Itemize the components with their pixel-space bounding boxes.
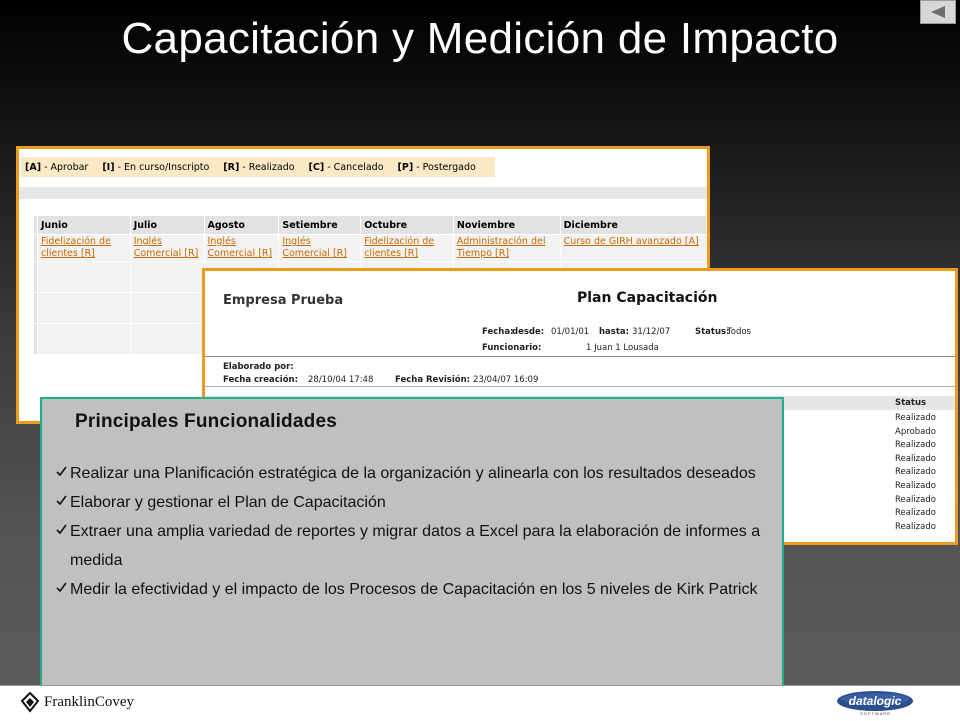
- status-filter-value: Todos: [727, 327, 751, 337]
- desde-value: 01/01/01: [551, 327, 590, 337]
- status-cell: Realizado: [895, 413, 936, 423]
- creacion-label: Fecha creación:: [223, 375, 298, 385]
- datalogic-logo-subtext: S O F T W A R E: [860, 711, 890, 716]
- franklincovey-logo: FranklinCovey: [20, 691, 134, 713]
- legend-item-en-curso: [I] - En curso/Inscripto: [102, 161, 210, 173]
- column-header: Julio: [130, 216, 204, 235]
- status-cell: Realizado: [895, 508, 936, 519]
- course-cell: [453, 235, 560, 262]
- datalogic-logo-text: datalogic: [848, 694, 902, 708]
- legend-item-cancelado: [C] - Cancelado: [308, 161, 384, 173]
- divider: [205, 386, 955, 387]
- column-header: Diciembre: [560, 216, 706, 235]
- course-link[interactable]: Inglés Comercial [R]: [133, 236, 199, 259]
- datalogic-logo: [836, 690, 914, 716]
- status-column: [895, 412, 936, 534]
- status-cell: Realizado: [895, 521, 936, 532]
- triangle-left-icon: [929, 5, 947, 19]
- legend-item-aprobar: [A] - Aprobar: [25, 161, 89, 173]
- column-header: Junio: [37, 216, 130, 235]
- status-cell: Realizado: [895, 440, 936, 451]
- features-box: [40, 397, 784, 687]
- course-link[interactable]: Administración del Tiempo [R]: [456, 236, 546, 259]
- column-header: Octubre: [361, 216, 454, 235]
- hasta-label: hasta:: [599, 327, 630, 337]
- course-cell: [279, 235, 361, 262]
- status-cell: Aprobado: [895, 426, 936, 437]
- column-header: Setiembre: [279, 216, 361, 235]
- list-item: Realizar una Planificación estratégica de la organización y alinearla con los resultados deseados: [56, 459, 776, 488]
- features-heading: Principales Funcionalidades: [75, 411, 337, 432]
- list-item: Medir la efectividad y el impacto de los Procesos de Capacitación en los 5 niveles de Kirk Patrick: [56, 575, 776, 604]
- status-cell: Realizado: [895, 453, 936, 464]
- franklincovey-emblem-icon: [20, 691, 40, 713]
- status-cell: Realizado: [895, 467, 936, 478]
- funcionario-label: Funcionario:: [482, 343, 542, 353]
- desde-label: desde:: [512, 327, 545, 337]
- course-link[interactable]: Inglés Comercial [R]: [207, 236, 273, 259]
- status-column-header: Status: [895, 398, 927, 408]
- checkmark-icon: [56, 466, 67, 477]
- report-title: Plan Capacitación: [577, 290, 718, 306]
- divider: [205, 356, 955, 357]
- creacion-value: 28/10/04 17:48: [308, 375, 374, 385]
- hasta-value: 31/12/07: [632, 327, 671, 337]
- course-cell: [204, 235, 279, 262]
- back-button[interactable]: [920, 0, 956, 24]
- status-legend: [21, 157, 495, 177]
- column-header: Agosto: [204, 216, 279, 235]
- table-header-row: [34, 216, 707, 235]
- status-cell: Realizado: [895, 480, 936, 491]
- course-link[interactable]: Curso de GIRH avanzado [A]: [563, 236, 699, 247]
- header-band: [19, 187, 707, 199]
- course-cell: [361, 235, 454, 262]
- course-cell: [560, 235, 706, 262]
- funcionario-value: 1 Juan 1 Lousada: [586, 343, 659, 353]
- slide-title: Capacitación y Medición de Impacto: [121, 14, 839, 63]
- status-cell: Realizado: [895, 494, 936, 505]
- fecha-label: Fecha:: [482, 327, 514, 337]
- elaborado-label: Elaborado por:: [223, 362, 294, 372]
- checkmark-icon: [56, 524, 67, 535]
- course-cell: [37, 235, 130, 262]
- list-item: Elaborar y gestionar el Plan de Capacitación: [56, 488, 776, 517]
- footer-bar: [0, 685, 960, 721]
- list-item: Extraer una amplia variedad de reportes y migrar datos a Excel para la elaboración de informes a medida: [56, 517, 776, 575]
- column-header: Noviembre: [453, 216, 560, 235]
- course-link[interactable]: Fidelización de clientes [R]: [364, 236, 435, 259]
- revision-value: 23/04/07 16:09: [473, 375, 539, 385]
- company-name: Empresa Prueba: [223, 293, 344, 308]
- features-list: [56, 459, 776, 604]
- checkmark-icon: [56, 495, 67, 506]
- course-link[interactable]: Fidelización de clientes [R]: [40, 236, 111, 259]
- legend-item-realizado: [R] - Realizado: [223, 161, 295, 173]
- legend-item-postergado: [P] - Postergado: [397, 161, 476, 173]
- revision-label: Fecha Revisión:: [395, 375, 471, 385]
- status-filter-label: Status:: [695, 327, 730, 337]
- course-link[interactable]: Inglés Comercial [R]: [282, 236, 347, 259]
- course-cell: [130, 235, 204, 262]
- table-row: [34, 235, 707, 262]
- checkmark-icon: [56, 582, 67, 593]
